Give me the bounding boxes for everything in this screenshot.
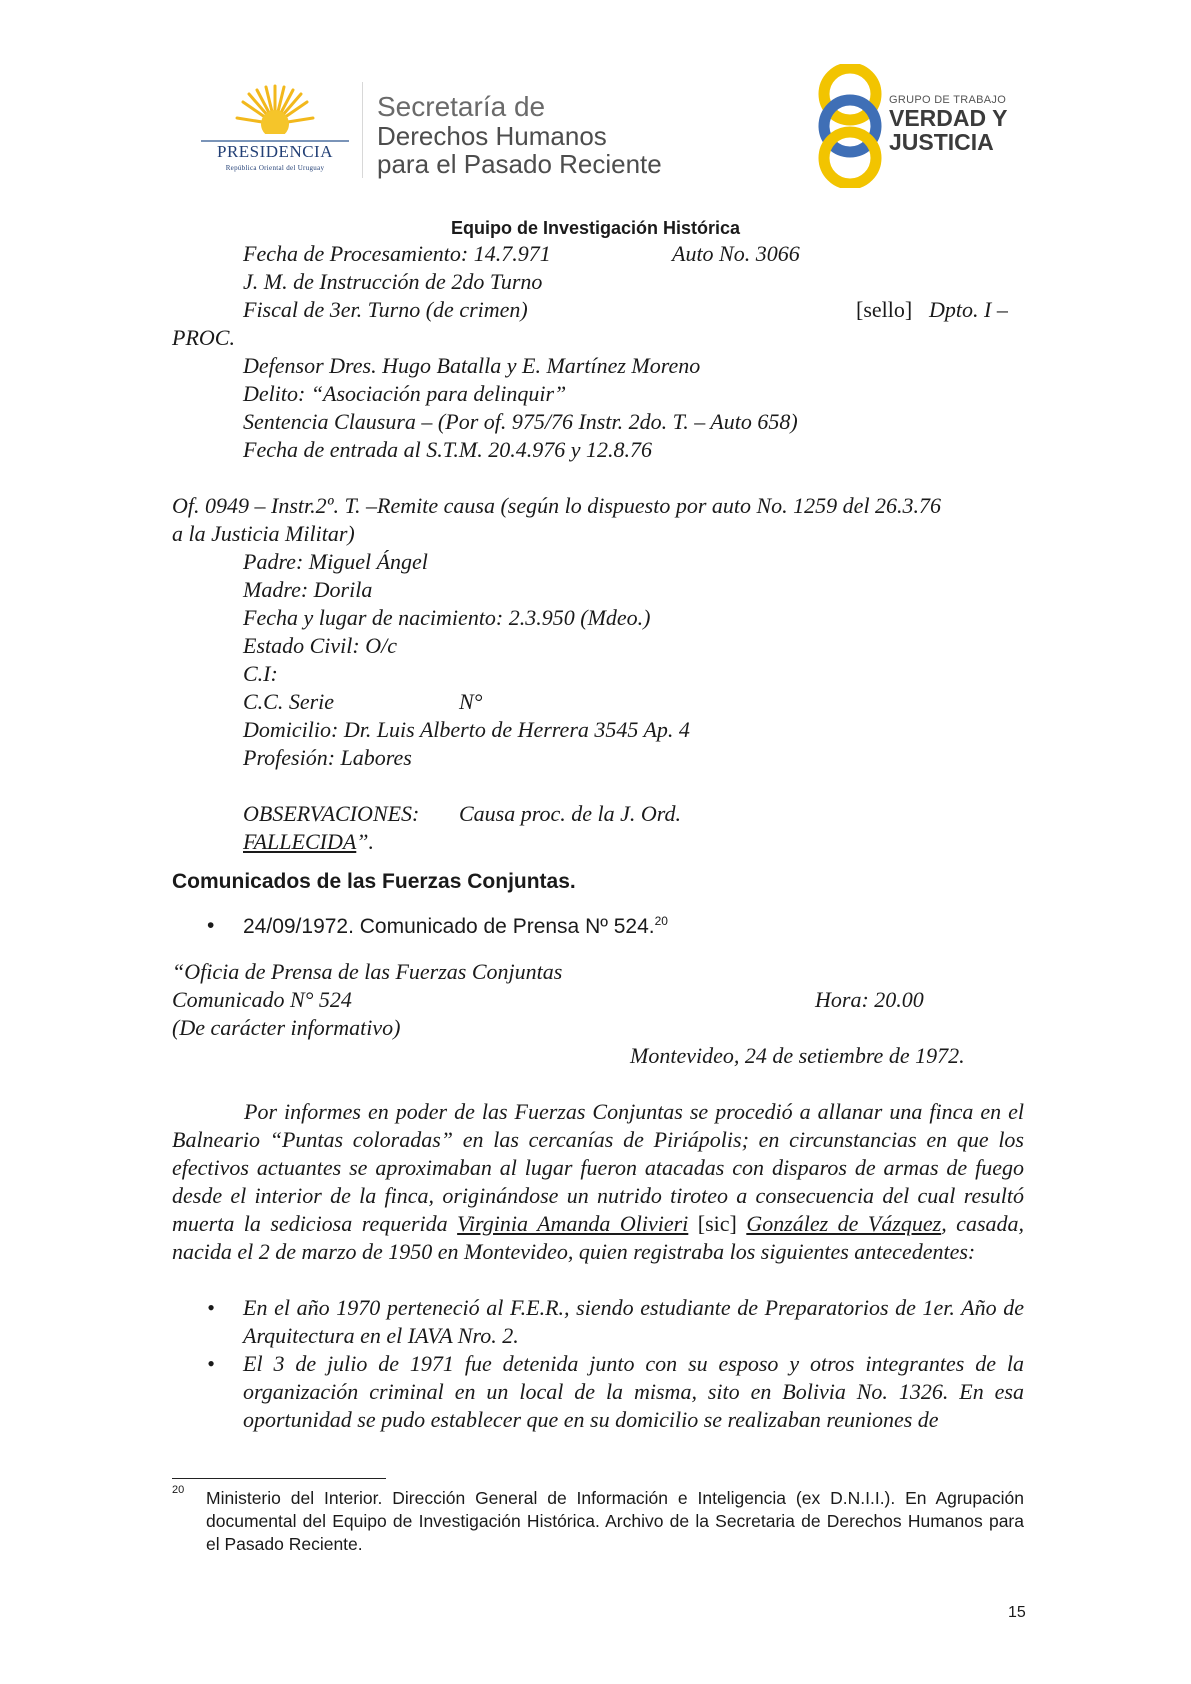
bullet-dot: • — [207, 1351, 215, 1376]
secretaria-line-2: Derechos Humanos — [377, 121, 607, 151]
secretaria-line-1: Secretaría de — [377, 91, 546, 122]
bullet-dot: • — [207, 1295, 215, 1320]
oficio-line-2: a la Justicia Militar) — [172, 521, 355, 546]
cc-serie: C.C. Serie — [243, 689, 335, 714]
page-number: 15 — [1008, 1604, 1026, 1621]
fecha-procesamiento: Fecha de Procesamiento: 14.7.971 — [243, 241, 551, 266]
grupo-line-3: JUSTICIA — [889, 129, 994, 155]
nacimiento: Fecha y lugar de nacimiento: 2.3.950 (Mdeo.) — [243, 605, 651, 630]
dpto: Dpto. I – — [929, 297, 1008, 322]
fallecida: FALLECIDA — [243, 829, 357, 854]
antecedente-item: El 3 de julio de 1971 fue detenida junto con su esposo y otros integrantes de la organización criminal en un local de la misma, sito en Bolivia No. 1326. En esa oportunidad se pudo establecer que en su domicilio se realizaban reuniones de — [243, 1351, 1024, 1432]
fallecida-line — [243, 828, 374, 856]
lugar-fecha: Montevideo, 24 de setiembre de 1972. — [630, 1043, 965, 1068]
juzgado: J. M. de Instrucción de 2do Turno — [243, 269, 543, 294]
verdad-justicia-logo — [815, 64, 1025, 188]
sello: [sello] — [856, 297, 913, 322]
victim-name-2: González de Vázquez — [746, 1211, 942, 1236]
fiscal: Fiscal de 3er. Turno (de crimen) — [243, 297, 528, 322]
footnote-rule — [172, 1478, 386, 1479]
presidencia-logo — [195, 78, 355, 178]
footnote-text: Ministerio del Interior. Dirección General de Información e Inteligencia (ex D.N.I.I.). En Agrupación documental del Equipo de Investigación Histórica. Archivo de la Secretaria de Derechos Humanos para el Pasado Reciente. — [206, 1488, 1024, 1554]
footnote-number: 20 — [172, 1484, 185, 1496]
auto-number: Auto No. 3066 — [672, 241, 800, 266]
comunicado-caracter: (De carácter informativo) — [172, 1015, 401, 1040]
secretaria-line-3: para el Pasado Reciente — [377, 149, 662, 179]
secretaria-title — [377, 92, 662, 178]
presidencia-subtitle: República Oriental del Uruguay — [225, 164, 325, 172]
sun-icon — [235, 84, 315, 147]
sic-marker: [sic] — [688, 1211, 747, 1236]
victim-name-1: Virginia Amanda Olivieri — [457, 1211, 689, 1236]
rings-icon — [815, 64, 885, 188]
comunicado-bullet-text: 24/09/1972. Comunicado de Prensa Nº 524. — [243, 915, 655, 938]
madre: Madre: Dorila — [243, 577, 373, 602]
observaciones-text: Causa proc. de la J. Ord. — [459, 801, 682, 826]
verdad-justicia-text — [889, 94, 1007, 154]
team-title: Equipo de Investigación Histórica — [450, 218, 741, 238]
fecha-entrada: Fecha de entrada al S.T.M. 20.4.976 y 12.8.76 — [243, 437, 652, 462]
paragraph-part-b: , casada, nacida el 2 de marzo de 1950 en Montevideo, quien registraba los siguientes antecedentes: — [172, 1211, 1025, 1264]
domicilio: Domicilio: Dr. Luis Alberto de Herrera 3545 Ap. 4 — [243, 717, 690, 742]
section-heading: Comunicados de las Fuerzas Conjuntas. — [172, 870, 576, 893]
cc-numero: N° — [459, 689, 483, 714]
comunicado-paragraph — [172, 1098, 1024, 1266]
oficio-line-1: Of. 0949 – Instr.2º. T. –Remite causa (según lo dispuesto por auto No. 1259 del 26.3.76 — [172, 493, 942, 518]
ci: C.I: — [243, 661, 278, 686]
footnote-ref[interactable]: 20 — [654, 914, 668, 928]
antecedente-item: En el año 1970 perteneció al F.E.R., siendo estudiante de Preparatorios de 1er. Año de Arquitectura en el IAVA Nro. 2. — [243, 1295, 1024, 1348]
estado-civil: Estado Civil: O/c — [243, 633, 397, 658]
comunicado-hora: Hora: 20.00 — [815, 987, 924, 1012]
sentencia: Sentencia Clausura – (Por of. 975/76 Instr. 2do. T. – Auto 658) — [243, 409, 798, 434]
delito: Delito: “Asociación para delinquir” — [243, 381, 567, 406]
paragraph-part-a: Por informes en poder de las Fuerzas Conjuntas se procedió a allanar una finca en el Balneario “Puntas coloradas” en las cercanías de Piriápolis; en circunstancias en que los efectivos actuantes se aproximaban al lugar fueron atacadas con disparos de armas de fuego desde el interior de la finca, originándose un nutrido tiroteo a consecuencia del cual resultó muerta la sediciosa requerida — [172, 1099, 1024, 1236]
header-divider — [362, 82, 363, 178]
proc: PROC. — [172, 325, 235, 350]
padre: Padre: Miguel Ángel — [243, 549, 428, 574]
bullet-dot: • — [207, 914, 215, 937]
comunicado-numero: Comunicado N° 524 — [172, 987, 352, 1012]
observaciones-label: OBSERVACIONES: — [243, 801, 420, 826]
profesion: Profesión: Labores — [243, 745, 412, 770]
grupo-line-2: VERDAD Y — [889, 105, 1008, 131]
grupo-line-1: GRUPO DE TRABAJO — [889, 94, 1007, 106]
presidencia-wordmark: PRESIDENCIA — [216, 142, 333, 161]
oficina: “Oficia de Prensa de las Fuerzas Conjuntas — [172, 959, 563, 984]
defensor: Defensor Dres. Hugo Batalla y E. Martínez Moreno — [243, 353, 701, 378]
comunicado-bullet — [243, 914, 668, 939]
fallecida-end: ”. — [356, 829, 375, 854]
